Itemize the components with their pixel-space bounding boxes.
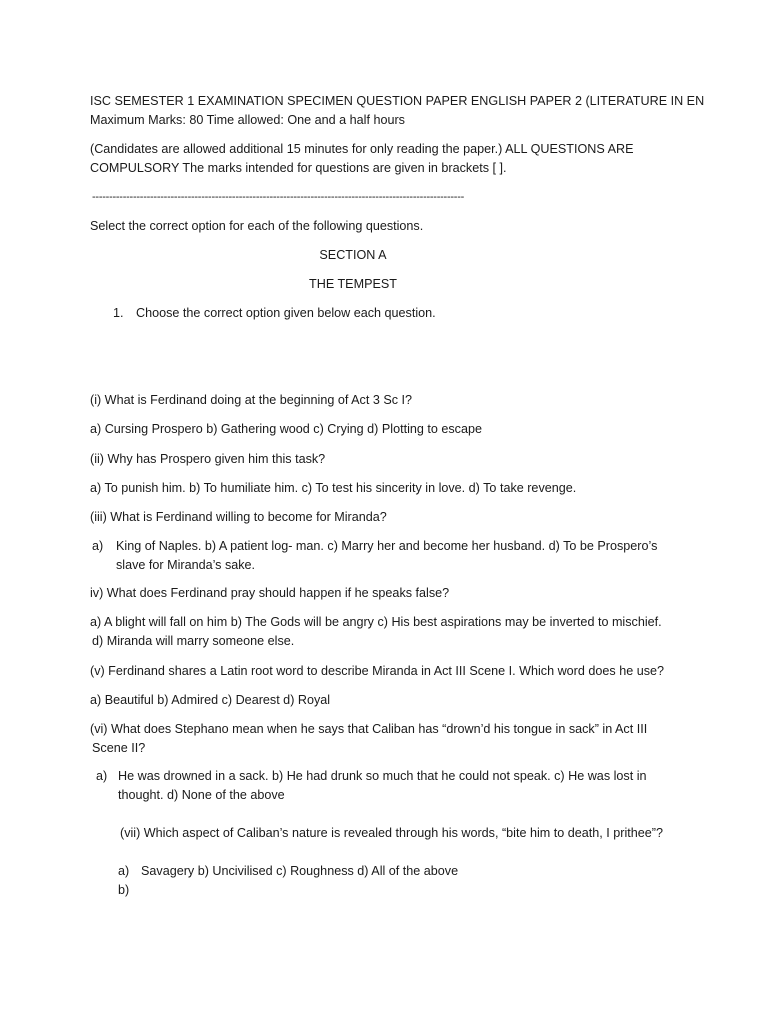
question-vii-option-label: a) <box>118 864 130 878</box>
question-iii: (iii) What is Ferdinand willing to become for Miranda? <box>90 510 387 524</box>
header-marks-time: Maximum Marks: 80 Time allowed: One and a half hours <box>90 113 405 127</box>
question-vi-options-line-1: He was drowned in a sack. b) He had drunk so much that he could not speak. c) He was lost in <box>118 769 647 783</box>
header-title: ISC SEMESTER 1 EXAMINATION SPECIMEN QUESTION PAPER ENGLISH PAPER 2 (LITERATURE IN EN <box>90 94 705 108</box>
question-iv-options-line-2: d) Miranda will marry someone else. <box>92 634 295 648</box>
question-v: (v) Ferdinand shares a Latin root word to describe Miranda in Act III Scene I. Which word does he use? <box>90 664 665 678</box>
question-iii-options-line-1: King of Naples. b) A patient log- man. c) Marry her and become her husband. d) To be Prospero’s <box>116 539 658 553</box>
question-vii-empty-option-label: b) <box>118 883 130 897</box>
divider-line: ------------------------------------------------------------------------------------------------------------- <box>92 191 465 203</box>
instructions-line-2: COMPULSORY The marks intended for questions are given in brackets [ ]. <box>90 161 507 175</box>
question-main-text: Choose the correct option given below each question. <box>136 306 436 320</box>
instructions-line-1: (Candidates are allowed additional 15 minutes for only reading the paper.) ALL QUESTIONS ARE <box>90 142 634 156</box>
section-subtitle: THE TEMPEST <box>309 277 397 291</box>
question-iii-option-label: a) <box>92 539 104 553</box>
question-v-options: a) Beautiful b) Admired c) Dearest d) Royal <box>90 693 331 707</box>
question-i: (i) What is Ferdinand doing at the beginning of Act 3 Sc I? <box>90 393 413 407</box>
question-number: 1. <box>113 306 124 320</box>
question-vii-options: Savagery b) Uncivilised c) Roughness d) All of the above <box>141 864 459 878</box>
section-title: SECTION A <box>319 248 387 262</box>
question-vii: (vii) Which aspect of Caliban’s nature is revealed through his words, “bite him to death, I prithee”? <box>120 826 663 840</box>
question-i-options: a) Cursing Prospero b) Gathering wood c) Crying d) Plotting to escape <box>90 422 482 436</box>
question-vi-line-2: Scene II? <box>92 741 146 755</box>
question-ii-options: a) To punish him. b) To humiliate him. c) To test his sincerity in love. d) To take revenge. <box>90 481 577 495</box>
question-ii: (ii) Why has Prospero given him this task? <box>90 452 326 466</box>
question-vi-option-label: a) <box>96 769 108 783</box>
question-vi-line-1: (vi) What does Stephano mean when he says that Caliban has “drown’d his tongue in sack” in Act III <box>90 722 648 736</box>
question-iii-options-line-2: slave for Miranda’s sake. <box>116 558 256 572</box>
question-iv: iv) What does Ferdinand pray should happen if he speaks false? <box>90 586 450 600</box>
select-instruction: Select the correct option for each of the following questions. <box>90 219 424 233</box>
question-vi-options-line-2: thought. d) None of the above <box>118 788 285 802</box>
question-iv-options-line-1: a) A blight will fall on him b) The Gods will be angry c) His best aspirations may be inverted to mischief. <box>90 615 662 629</box>
